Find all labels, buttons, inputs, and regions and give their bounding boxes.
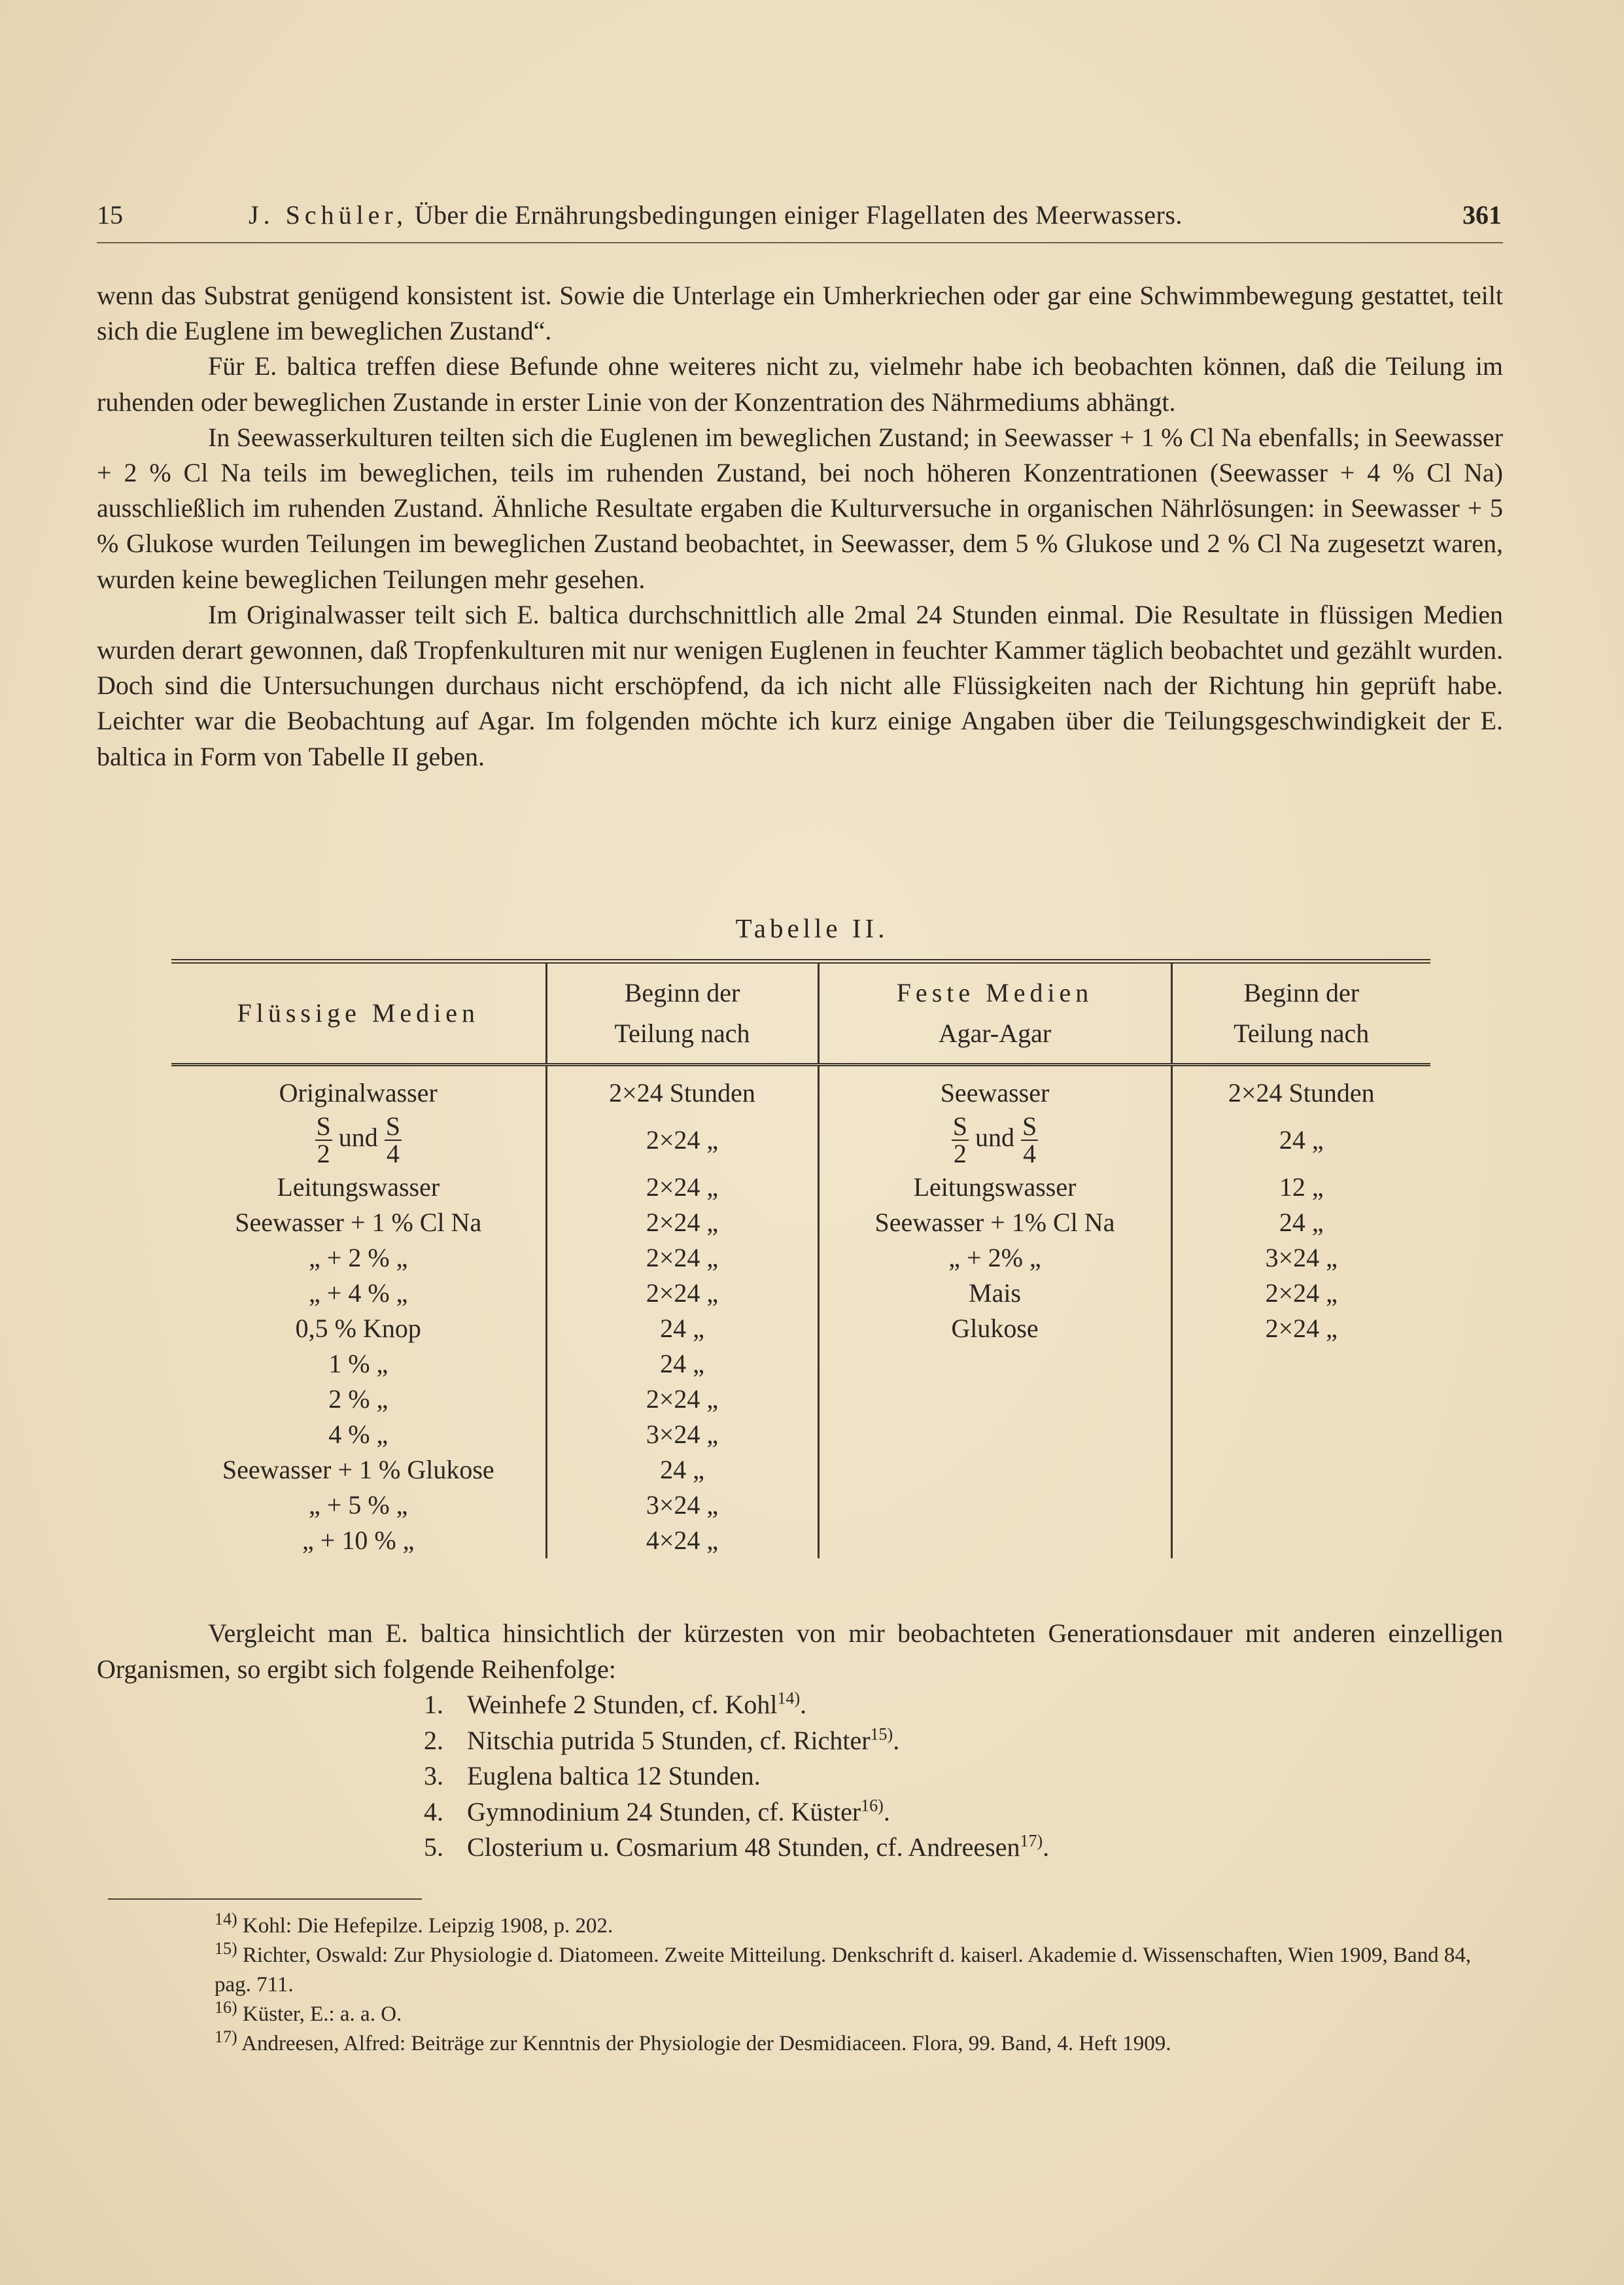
- paragraph: wenn das Substrat genügend konsistent ist. Sowie die Unterlage ein Umherkriechen oder gar eine Schwimmbewegung gestattet, teilt sich die Euglene im beweglichen Zustand“.: [97, 281, 1503, 346]
- list-item: 1. Weinhefe 2 Stunden, cf. Kohl$^{14)}$.: [424, 1688, 807, 1719]
- table-row: Leitungswasser 2×24 „ Leitungswasser 12 „: [171, 1170, 1430, 1205]
- paragraph: In Seewasserkulturen teilten sich die Euglenen im beweglichen Zustand; in Seewasser + 1 % Cl Na ebenfalls; in Seewasser + 2 % Cl Na teils im beweglichen, teils im ruhenden Zustand, bei noch höheren Konzentrationen (Seewasser + 4 % Cl Na) ausschließlich im ruhenden Zustand. Ähnliche Resultate ergaben die Kulturversuche in organischen Nährlösungen: in Seewasser + 5 % Glukose wurden Teilungen im beweglichen Zustand beobachtet, in Seewasser, dem 5 % Glukose und 2 % Cl Na zugesetzt waren, wurden keine beweglichen Teilungen mehr gesehen.: [97, 422, 1503, 594]
- table-row: 4 % „ 3×24 „: [171, 1417, 1430, 1452]
- list-item: 4. Gymnodinium 24 Stunden, cf. Küster$^{16)}$.: [424, 1796, 890, 1826]
- running-header: [97, 200, 1502, 239]
- division-table: [171, 959, 1430, 1558]
- footnotes: [97, 1911, 1503, 2059]
- author-name: J. Schüler,: [249, 200, 408, 230]
- article-title: Über die Ernährungsbedingungen einiger Flagellaten des Meerwassers.: [414, 200, 1183, 230]
- header-solid-media: Feste Medien Agar-Agar: [818, 962, 1171, 1065]
- table-row: $\frac{S}{2}$ und $\frac{S}{4}$ 2×24 „ $\frac{S}{2}$ und $\frac{S}{4}$ 24 „: [171, 1111, 1430, 1170]
- list-item: 3. Euglena baltica 12 Stunden.: [424, 1761, 761, 1790]
- body-text: [97, 278, 1503, 775]
- fraction-cell: $\frac{S}{2}$ und $\frac{S}{4}$: [818, 1111, 1171, 1170]
- page-number-right: 361: [1462, 200, 1502, 230]
- list-item: 2. Nitschia putrida 5 Stunden, cf. Richter$^{15)}$.: [424, 1724, 900, 1755]
- list-item: 5. Closterium u. Cosmarium 48 Stunden, cf. Andreesen$^{17)}$.: [424, 1831, 1050, 1862]
- footnote: $^{16)}$ Küster, E.: a. a. O.: [215, 1998, 402, 2026]
- table-header-row: [171, 962, 1430, 1065]
- table-row: „ + 2 % „ 2×24 „ „ + 2% „ 3×24 „: [171, 1240, 1430, 1276]
- footnote: $^{17)}$ Andreesen, Alfred: Beiträge zur Kenntnis der Physiologie der Desmidiaceen. Flora, 99. Band, 4. Heft 1909.: [215, 2027, 1171, 2055]
- header-solid-time: Beginn der Teilung nach: [1171, 962, 1430, 1065]
- table-row: Seewasser + 1 % Cl Na 2×24 „ Seewasser + 1% Cl Na 24 „: [171, 1205, 1430, 1240]
- table-row: „ + 4 % „ 2×24 „ Mais 2×24 „: [171, 1276, 1430, 1311]
- table-row: Seewasser + 1 % Glukose 24 „: [171, 1452, 1430, 1488]
- paragraph: Vergleicht man E. baltica hinsichtlich der kürzesten von mir beobachteten Generationsdauer mit anderen einzelligen Organismen, so ergibt sich folgende Reihenfolge:: [97, 1618, 1503, 1684]
- paragraph: Im Originalwasser teilt sich E. baltica durchschnittlich alle 2mal 24 Stunden einmal. Die Resultate in flüssigen Medien wurden derart gewonnen, daß Tropfenkulturen mit nur wenigen Euglenen in feuchter Kammer täglich beobachtet und gezählt wurden. Doch sind die Untersuchungen durchaus nicht erschöpfend, da ich nicht alle Flüssigkeiten nach der Richtung hin geprüft habe. Leichter war die Beobachtung auf Agar. Im folgenden möchte ich kurz einige Angaben über die Teilungsgeschwindigkeit der E. baltica in Form von Tabelle II geben.: [97, 599, 1503, 771]
- table-row: Originalwasser 2×24 Stunden Seewasser 2×24 Stunden: [171, 1075, 1430, 1111]
- table-row: 1 % „ 24 „: [171, 1346, 1430, 1382]
- table-row: 2 % „ 2×24 „: [171, 1382, 1430, 1417]
- header-rule: [97, 242, 1503, 243]
- footnote: $^{14)}$ Kohl: Die Hefepilze. Leipzig 1908, p. 202.: [215, 1910, 613, 1938]
- header-fluid-media: Flüssige Medien: [237, 998, 480, 1028]
- page-number-left: 15: [97, 200, 123, 230]
- table-row: 0,5 % Knop 24 „ Glukose 2×24 „: [171, 1311, 1430, 1346]
- table-caption: Tabelle II.: [735, 913, 889, 943]
- footnote: $^{15)}$ Richter, Oswald: Zur Physiologie d. Diatomeen. Zweite Mitteilung. Denkschrift d. kaiserl. Akademie d. Wissenschaften, Wien 1909, Band 84, pag. 711.: [215, 1939, 1472, 1997]
- running-title: [249, 200, 1183, 230]
- table-row: „ + 5 % „ 3×24 „: [171, 1488, 1430, 1523]
- comparison-section: [97, 1616, 1503, 1866]
- footnote-rule: [108, 1898, 422, 1900]
- paragraph: Für E. baltica treffen diese Befunde ohne weiteres nicht zu, vielmehr habe ich beobachten können, daß die Teilung im ruhenden oder beweglichen Zustande in erster Linie von der Konzentration des Nährmediums abhängt.: [97, 351, 1503, 417]
- table-row: „ + 10 % „ 4×24 „: [171, 1523, 1430, 1558]
- header-fluid-time: Beginn der Teilung nach: [546, 962, 818, 1065]
- generation-list: [97, 1687, 1503, 1866]
- fraction-cell: $\frac{S}{2}$ und $\frac{S}{4}$: [316, 1111, 400, 1168]
